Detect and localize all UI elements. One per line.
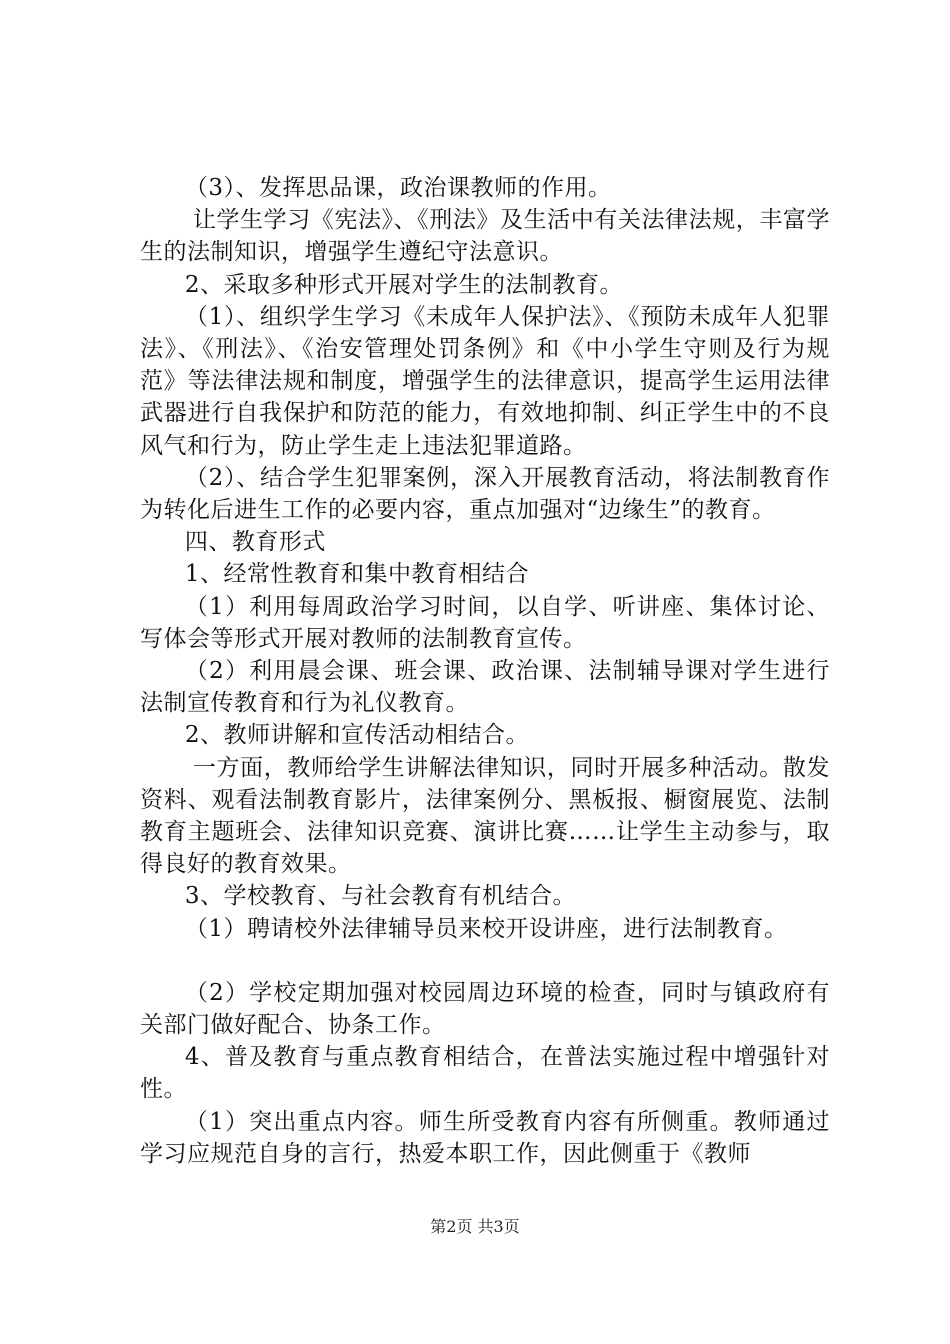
document-body [140, 172, 830, 1170]
paragraph-heading-2-teacher: 2、教师讲解和宣传活动相结合。 [184, 722, 529, 749]
section-heading-education-forms: 四、教育形式 [184, 529, 326, 556]
paragraph-heading-1-regular: 1、经常性教育和集中教育相结合 [184, 561, 529, 588]
paragraph-item-2-inspection: （2）学校定期加强对校园周边环境的检查，同时与镇政府有关部门做好配合、协条工作。 [140, 979, 830, 1039]
paragraph-item-2-cases: （2）、结合学生犯罪案例，深入开展教育活动，将法制教育作为转化后进生工作的必要内容，重点加强对“边缘生”的教育。 [140, 464, 830, 524]
paragraph-heading-4-focus: 4、普及教育与重点教育相结合，在普法实施过程中增强针对性。 [140, 1044, 830, 1103]
paragraph-heading-3-school-society: 3、学校教育、与社会教育有机结合。 [184, 883, 576, 910]
blank-line [140, 945, 830, 977]
paragraph-law-study: 让学生学习《宪法》、《刑法》及生活中有关法律法规，丰富学生的法制知识，增强学生遵纪守法意识。 [140, 207, 830, 266]
paragraph-activities: 一方面，教师给学生讲解法律知识，同时开展多种活动。散发资料、观看法制教育影片，法律案例分、黑板报、橱窗展览、法制教育主题班会、法律知识竞赛、演讲比赛……让学生主动参与，取得良好的教育效果。 [140, 754, 830, 878]
paragraph-item-1-organize: （1）、组织学生学习《未成年人保护法》、《预防未成年人犯罪法》、《刑法》、《治安管理处罚条例》和《中小学生守则及行为规范》等法律法规和制度，增强学生的法律意识，提高学生运用法律武器进行自我保护和防范的能力，有效地抑制、纠正学生中的不良风气和行为，防止学生走上违法犯罪道路。 [140, 303, 830, 459]
paragraph-item-1-key-content: （1）突出重点内容。师生所受教育内容有所侧重。教师通过学习应规范自身的言行，热爱本职工作，因此侧重于《教师 [140, 1108, 830, 1167]
paragraph-item-1-lecturer: （1）聘请校外法律辅导员来校开设讲座，进行法制教育。 [184, 915, 788, 942]
paragraph-item-1-weekly-study: （1）利用每周政治学习时间，以自学、听讲座、集体讨论、写体会等形式开展对教师的法制教育宣传。 [140, 593, 830, 652]
paragraph-item-3-sipin: （3）、发挥思品课，政治课教师的作用。 [184, 175, 612, 201]
paragraph-item-2-morning-class: （2）利用晨会课、班会课、政治课、法制辅导课对学生进行法制宣传教育和行为礼仪教育。 [140, 658, 830, 717]
page-footer: 第2页 共3页 [430, 1217, 520, 1236]
paragraph-heading-2-forms: 2、采取多种形式开展对学生的法制教育。 [184, 271, 623, 298]
